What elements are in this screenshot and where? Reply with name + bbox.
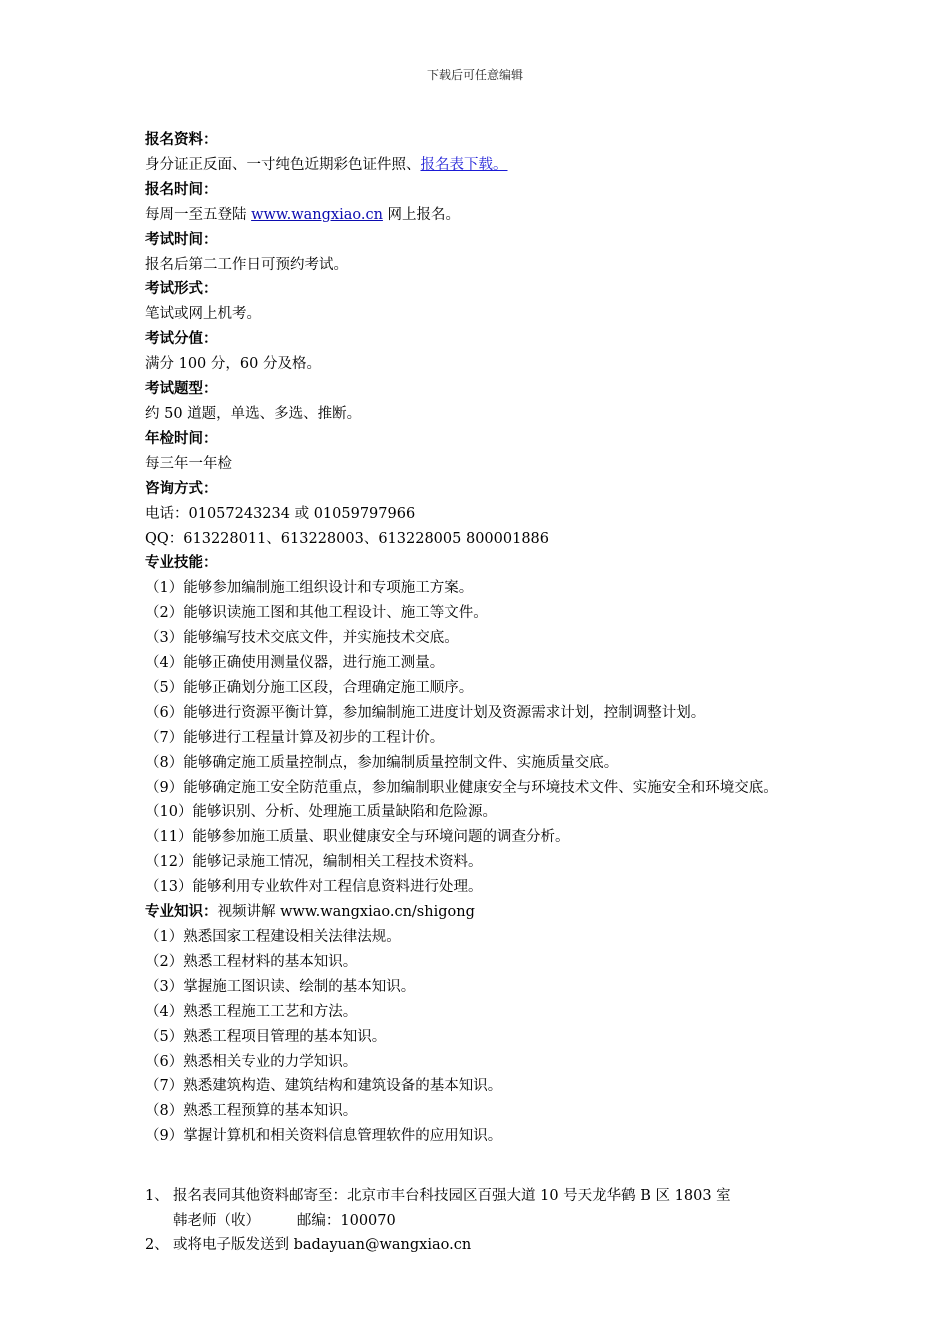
knowledge-heading: 专业知识： <box>145 903 218 921</box>
exam-questions-heading: 考试题型： <box>145 380 218 398</box>
mailing-address-text: 报名表同其他资料邮寄至：北京市丰台科技园区百强大道 10 号天龙华鹤 B 区 1803 室 <box>173 1188 731 1204</box>
contact-phone: 电话：01057243234 或 01059797966 <box>145 505 416 522</box>
wangxiao-site-link[interactable]: www.wangxiao.cn <box>251 206 383 223</box>
mailing-item-1 <box>145 1184 825 1209</box>
skill-item: （3）能够编写技术交底文件，并实施技术交底。 <box>145 630 459 647</box>
exam-format-heading: 考试形式： <box>145 280 218 298</box>
exam-format-text: 笔试或网上机考。 <box>145 306 261 323</box>
skills-heading: 专业技能： <box>145 554 218 572</box>
list-number: 2、 <box>145 1237 169 1253</box>
exam-time-text: 报名后第二工作日可预约考试。 <box>145 256 348 273</box>
skill-item: （12）能够记录施工情况，编制相关工程技术资料。 <box>145 854 483 871</box>
skill-item: （11）能够参加施工质量、职业健康安全与环境问题的调查分析。 <box>145 829 570 846</box>
registration-time-heading: 报名时间： <box>145 180 218 198</box>
exam-score-text: 满分 100 分，60 分及格。 <box>145 356 321 373</box>
knowledge-item: （7）熟悉建筑构造、建筑结构和建筑设备的基本知识。 <box>145 1078 503 1095</box>
skill-item: （5）能够正确划分施工区段，合理确定施工顺序。 <box>145 679 474 696</box>
registration-form-download-link[interactable]: 报名表下载。 <box>420 156 508 173</box>
knowledge-video-link[interactable]: 视频讲解 www.wangxiao.cn/shigong <box>217 904 475 921</box>
exam-time-heading: 考试时间： <box>145 230 218 248</box>
skill-item: （8）能够确定施工质量控制点，参加编制质量控制文件、实施质量交底。 <box>145 754 619 771</box>
mailing-instructions <box>145 1184 825 1258</box>
exam-score-heading: 考试分值： <box>145 330 218 348</box>
knowledge-item: （1）熟悉国家工程建设相关法律法规。 <box>145 929 401 945</box>
knowledge-item: （2）熟悉工程材料的基本知识。 <box>145 953 358 970</box>
document-body <box>145 128 815 1149</box>
registration-materials-heading: 报名资料： <box>145 131 218 148</box>
knowledge-item: （5）熟悉工程项目管理的基本知识。 <box>145 1028 387 1045</box>
annual-check-text: 每三年一年检 <box>145 455 232 472</box>
contact-heading: 咨询方式： <box>145 479 218 497</box>
skill-item: （13）能够利用专业软件对工程信息资料进行处理。 <box>145 879 483 896</box>
registration-time-text: 每周一至五登陆 www.wangxiao.cn 网上报名。 <box>145 206 461 223</box>
skill-item: （9）能够确定施工安全防范重点，参加编制职业健康安全与环境技术文件、实施安全和环境交底。 <box>145 779 778 796</box>
skill-item: （10）能够识别、分析、处理施工质量缺陷和危险源。 <box>145 804 497 821</box>
knowledge-item: （6）熟悉相关专业的力学知识。 <box>145 1053 358 1070</box>
skill-item: （1）能够参加编制施工组织设计和专项施工方案。 <box>145 580 474 597</box>
skill-item: （7）能够进行工程量计算及初步的工程计价。 <box>145 729 445 746</box>
knowledge-item: （8）熟悉工程预算的基本知识。 <box>145 1103 358 1120</box>
knowledge-heading-line <box>145 900 815 925</box>
exam-questions-text: 约 50 道题，单选、多选、推断。 <box>145 405 362 422</box>
registration-materials-text: 身分证正反面、一寸纯色近期彩色证件照、报名表下载。 <box>145 156 508 173</box>
knowledge-item: （4）熟悉工程施工工艺和方法。 <box>145 1003 358 1020</box>
annual-check-heading: 年检时间： <box>145 429 218 447</box>
email-instruction-text: 或将电子版发送到 badayuan@wangxiao.cn <box>173 1237 472 1253</box>
page-header: 下载后可任意编辑 <box>426 68 523 82</box>
list-number: 1、 <box>145 1188 169 1204</box>
mailing-item-2 <box>145 1233 825 1258</box>
knowledge-item: （3）掌握施工图识读、绘制的基本知识。 <box>145 978 416 995</box>
skill-item: （6）能够进行资源平衡计算，参加编制施工进度计划及资源需求计划，控制调整计划。 <box>145 704 706 721</box>
skill-item: （2）能够识读施工图和其他工程设计、施工等文件。 <box>145 605 488 622</box>
skill-item: （4）能够正确使用测量仪器，进行施工测量。 <box>145 655 445 672</box>
contact-qq: QQ：613228011、613228003、613228005 800001886 <box>145 530 549 547</box>
knowledge-item: （9）掌握计算机和相关资料信息管理软件的应用知识。 <box>145 1128 503 1145</box>
mailing-recipient: 韩老师（收） 邮编：100070 <box>173 1212 396 1229</box>
